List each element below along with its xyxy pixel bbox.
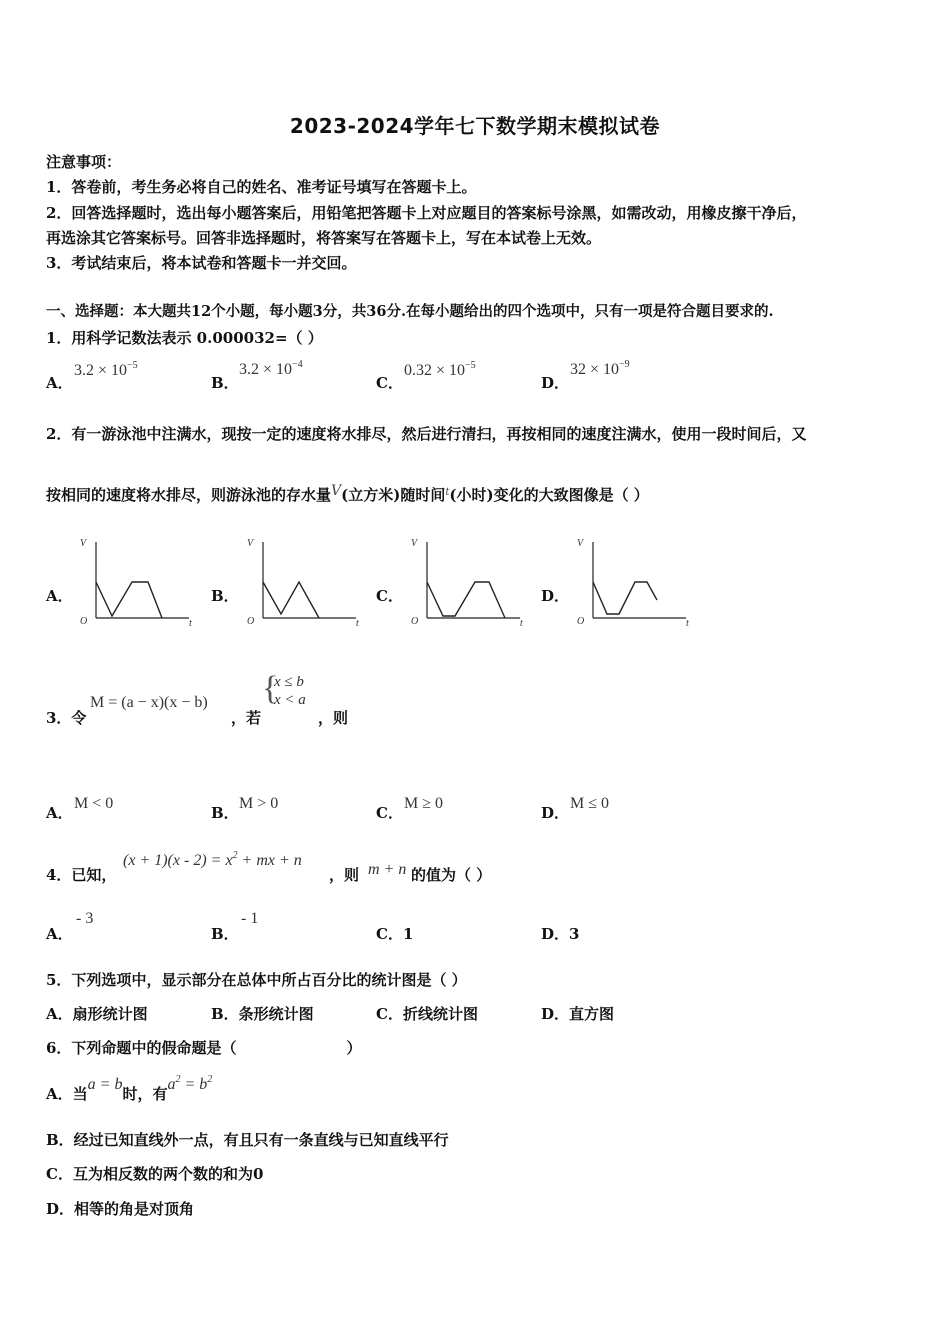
- q2-graph-b-axis-v: V: [247, 538, 254, 549]
- q3-suffix: ，则: [318, 709, 349, 727]
- q2-graph-a-origin: O: [80, 616, 88, 627]
- q3-option-c: M ≥ 0: [404, 795, 444, 812]
- q1-option-a-label: A．: [46, 374, 73, 392]
- q1-option-d-label: D．: [541, 374, 570, 392]
- q4-option-c: C．1: [376, 925, 414, 943]
- q2-graph-d-origin: O: [577, 616, 585, 627]
- q1-option-c: $0.32 \times 10^{-5}$: [404, 360, 476, 379]
- q2-graph-b-axis-t: t: [356, 618, 359, 629]
- q4-expression: $(x + 1)(x - 2) = x^2$ + mx + n: [123, 850, 302, 869]
- q2-option-a-label: A．: [46, 587, 73, 605]
- section-heading: 一、选择题：本大题共12个小题，每小题3分，共36分.在每小题给出的四个选项中，只有一项是符合题目要求的.: [46, 303, 774, 320]
- q2-option-b-label: B．: [211, 587, 239, 605]
- q3-option-a-label: A．: [46, 804, 73, 822]
- q2-var-v: V: [331, 483, 342, 499]
- q3-prefix: 3．令: [46, 709, 87, 727]
- q2-option-d-label: D．: [541, 587, 570, 605]
- q1-option-d: $32 \times 10^{-9}$: [570, 359, 630, 378]
- q2-stem-line1: 2．有一游泳池中注满水，现按一定的速度将水排尽，然后进行清扫，再按相同的速度注满水，使用一段时间后，又: [46, 425, 807, 443]
- exam-page: 2023-2024学年七下数学期末模拟试卷 注意事项： 1．答卷前，考生务必将自己的姓名、准考证号填写在答题卡上。 2．回答选择题时，选出每小题答案后，用铅笔把答题卡上对应题目的答案标号涂黑，如需改动，用橡皮擦干净后， 再选涂其它答案标号。回答非选择题时，将答案写在答题卡上，写在本试卷上无效。 3．考试结束后，将本试卷和答题卡一并交回。 一、选择题：本大题共12个小题，每小题3分，共36分.在每小题给出的四个选项中，只有一项是符合题目要求的. 1．用科学记数法表示 0.000032=（ ） A． $3.2 \times 10^{-5}$ B． $3.2 \times 10^{-4}$ C． $0.32 \times 10^{-5}$ D． $32 \times 10^{-9}$ 2．有一游泳池中注满水，现按一定的速度将水排尽，然后进行清扫，再按相同的速度注满水，使用一段时间后，又 按相同的速度将水排尽，则游泳池的存水量V(立方米)随时间$^t$(小时)变化的大致图像是（ ） A． V O t B． V O t C． V O t D． V O t 3．令 M = (a − x)(x − b) ，若 { x ≤ b x < a ，则 A． M < 0 B． M > 0 C． M ≥ 0 D． M ≤ 0 4．已知， $(x + 1)(x - 2) = x^2$ + mx + n ，则 m + n 的值为（ ） A． - 3 B． - 1 C．1 D．3 5．下列选项中，显示部分在总体中所占百分比的统计图是（ ） A．扇形统计图 B．条形统计图 C．折线统计图 D．直方图 6．下列命题中的假命题是（ ） A．当a = b时，有$a^2 = b^2$ B．经过已知直线外一点，有且只有一条直线与已知直线平行 C．互为相反数的两个数的和为0 D．相等的角是对顶角: [0, 0, 950, 1344]
- q4-suffix: 的值为（ ）: [411, 866, 492, 884]
- q4-middle: ，则: [329, 866, 360, 884]
- q3-cond-1: x ≤ b: [274, 674, 304, 690]
- q4-option-b: - 1: [241, 910, 259, 927]
- q6-option-a: A．当a = b时，有$a^2 = b^2$: [46, 1074, 213, 1103]
- q2-var-t: t: [445, 487, 450, 498]
- q4-m-plus-n: m + n: [368, 861, 407, 878]
- page-title: 2023-2024学年七下数学期末模拟试卷: [289, 114, 661, 138]
- q6-option-b: B．经过已知直线外一点，有且只有一条直线与已知直线平行: [46, 1131, 449, 1149]
- q2-option-c-label: C．: [376, 587, 403, 605]
- q6-option-a-result: $a^2 = b^2$: [167, 1074, 213, 1093]
- q1-option-c-label: C．: [376, 374, 403, 392]
- notice-item-2a: 2．回答选择题时，选出每小题答案后，用铅笔把答题卡上对应题目的答案标号涂黑，如需改动，用橡皮擦干净后，: [46, 204, 807, 222]
- q2-graph-c-axis-v: V: [411, 538, 418, 549]
- q3-option-b: M > 0: [239, 795, 279, 812]
- q3-cond-2: x < a: [274, 692, 306, 708]
- q2-graph-c-axis-t: t: [520, 618, 523, 629]
- q3-expression: M = (a − x)(x − b): [90, 694, 208, 711]
- q4-option-d: D．3: [541, 925, 580, 943]
- notice-heading: 注意事项：: [46, 153, 122, 171]
- q6-option-c: C．互为相反数的两个数的和为0: [46, 1165, 264, 1183]
- q6-option-d: D．相等的角是对顶角: [46, 1200, 195, 1218]
- q3-option-b-label: B．: [211, 804, 239, 822]
- q1-option-b-label: B．: [211, 374, 239, 392]
- q2-graph-b: [241, 534, 371, 632]
- q2-graph-c: [405, 534, 535, 632]
- q3-middle: ，若: [231, 709, 262, 727]
- q1-stem: 1．用科学记数法表示 0.000032=（ ）: [46, 329, 323, 347]
- q2-graph-a-axis-t: t: [189, 618, 192, 629]
- notice-item-3: 3．考试结束后，将本试卷和答题卡一并交回。: [46, 254, 357, 272]
- q2-graph-a: [74, 534, 204, 632]
- q5-option-b: B．条形统计图: [211, 1005, 314, 1023]
- q2-graph-b-origin: O: [247, 616, 255, 627]
- q5-option-a: A．扇形统计图: [46, 1005, 148, 1023]
- q2-graph-d: [571, 534, 701, 632]
- q4-option-a-label: A．: [46, 925, 73, 943]
- q5-option-d: D．直方图: [541, 1005, 615, 1023]
- q2-graph-a-axis-v: V: [80, 538, 87, 549]
- q4-prefix: 4．已知，: [46, 866, 117, 884]
- notice-item-1: 1．答卷前，考生务必将自己的姓名、准考证号填写在答题卡上。: [46, 178, 477, 196]
- q3-option-a: M < 0: [74, 795, 114, 812]
- q6-option-a-condition: a = b: [87, 1076, 123, 1093]
- q5-stem: 5．下列选项中，显示部分在总体中所占百分比的统计图是（ ）: [46, 971, 467, 989]
- q4-option-b-label: B．: [211, 925, 239, 943]
- q2-graph-d-axis-v: V: [577, 538, 584, 549]
- q4-option-a: - 3: [76, 910, 94, 927]
- q2-graph-d-axis-t: t: [686, 618, 689, 629]
- q5-option-c: C．折线统计图: [376, 1005, 478, 1023]
- q3-option-c-label: C．: [376, 804, 403, 822]
- q2-graph-c-origin: O: [411, 616, 419, 627]
- q3-option-d-label: D．: [541, 804, 570, 822]
- q1-option-a: $3.2 \times 10^{-5}$: [74, 360, 138, 379]
- notice-item-2b: 再选涂其它答案标号。回答非选择题时，将答案写在答题卡上，写在本试卷上无效。: [46, 229, 602, 247]
- q2-stem-line2: 按相同的速度将水排尽，则游泳池的存水量V(立方米)随时间$^t$(小时)变化的大致图像是（ ）: [46, 483, 649, 504]
- q1-option-b: $3.2 \times 10^{-4}$: [239, 359, 303, 378]
- q6-stem: 6．下列命题中的假命题是（ ）: [46, 1039, 362, 1057]
- q3-option-d: M ≤ 0: [570, 795, 610, 812]
